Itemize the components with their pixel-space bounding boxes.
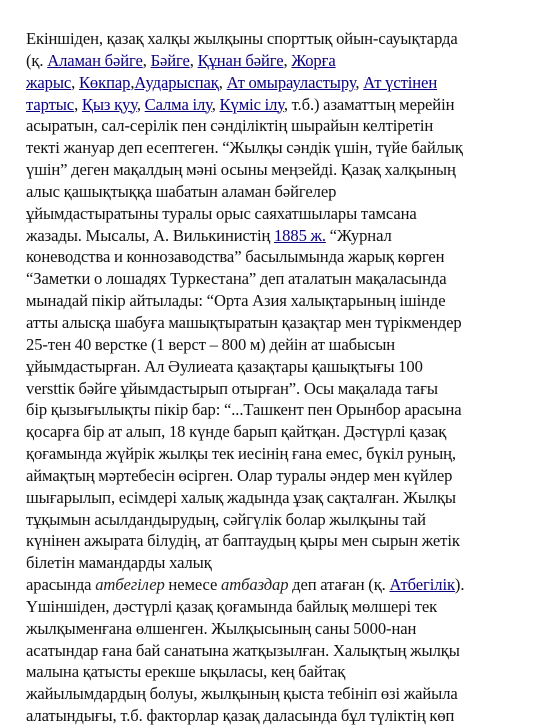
inline-link[interactable]: Құнан бәйге	[197, 50, 284, 70]
text-run: ,	[211, 94, 220, 114]
text-run: versttік бәйге ұйымдастырып отырған”. Осы мақалада тағы	[26, 378, 438, 398]
text-run: шығарылып, есімдері халық жадында ұзақ сақталған. Жылқы	[26, 487, 456, 507]
text-run: мынадай пікір айтылады: “Орта Азия халықтарының ішінде	[26, 291, 446, 311]
text-line	[26, 487, 528, 509]
text-line	[26, 28, 528, 50]
text-run: текті жануар деп есептеген. “Жылқы сәндік үшін, түйе байлық	[26, 138, 463, 158]
text-run: жазады. Мысалы, А. Вилькинистің	[26, 225, 274, 245]
inline-link[interactable]: 1885 ж.	[273, 225, 326, 245]
text-line	[26, 705, 528, 727]
text-run: ,	[71, 72, 79, 92]
text-run: асыратын, сал-серілік пен сәнділіктің шырайын келтіретін	[26, 116, 434, 136]
text-run: қоғамында жүйрік жылқы тек иесінің ғана емес, бүкіл руның,	[26, 444, 456, 464]
text-line	[26, 399, 528, 421]
text-run: малына қатысты ерекше ықыласы, кең байтақ	[26, 662, 346, 682]
text-run: коневодства и коннозаводства” басылымында жарық көрген	[26, 247, 445, 267]
text-run: қосарға бір ат алып, 18 күнде барып қайтқан. Дәстүрлі қазақ	[26, 422, 447, 442]
inline-link[interactable]: Ат үстінен	[363, 72, 438, 92]
text-run: білетін мамандарды халық	[26, 553, 212, 573]
text-run: асатындар ғана бай санатына жатқызылған. Халықтың жылқы	[26, 640, 460, 660]
text-line	[26, 552, 528, 574]
text-run: арасында	[26, 575, 96, 595]
text-run: Екіншіден, қазақ халқы жылқыны спорттық ойын-сауықтарда	[26, 29, 458, 48]
text-run: (қ.	[26, 50, 48, 70]
text-line	[26, 421, 528, 443]
text-run: ұйымдастыратыны туралы орыс саяхатшылары тамсана	[26, 203, 417, 223]
inline-link[interactable]: Аударыспақ	[134, 72, 219, 92]
text-line	[26, 465, 528, 487]
text-line	[26, 509, 528, 531]
text-run: , т.б.) азаматтың мерейін	[283, 94, 455, 114]
inline-link[interactable]: Көкпар	[78, 72, 131, 92]
text-run: бір қызығылықты пікір бар: “...Ташкент пен Орынбор арасына	[26, 400, 462, 420]
text-run: алатындығы, т.б. факторлар қазақ даласында бұл түліктің көп	[26, 706, 455, 726]
text-run: алыс қашықтыққа шабатын аламан бәйгелер	[26, 181, 337, 201]
inline-link[interactable]: Бәйге	[150, 50, 190, 70]
text-run: ,	[136, 94, 145, 114]
text-run: ,	[355, 72, 364, 92]
italic-term: атбегілер	[95, 575, 165, 595]
text-run: ,	[130, 72, 135, 92]
text-run: жылқыменғана өлшенген. Жылқысының саны 5000-нан	[26, 618, 417, 638]
text-run: атты алысқа шабуға машықтыратын қазақтар мен түрікмендер	[26, 312, 462, 332]
text-line	[26, 378, 528, 400]
text-line	[26, 290, 528, 312]
text-run: “Журнал	[325, 225, 392, 245]
text-line	[26, 443, 528, 465]
text-run: аймақтың мәртебесін өсірген. Олар туралы әндер мен күйлер	[26, 465, 453, 485]
text-run: үшін” деген мақалдың мәні осыны меңзейді. Қазақ халқының	[26, 160, 456, 180]
text-run: немесе	[164, 575, 222, 595]
text-run: ,	[283, 50, 292, 70]
text-run: ,	[218, 72, 227, 92]
inline-link[interactable]: Атбегілік	[389, 575, 455, 595]
inline-link[interactable]: Салма ілу	[144, 94, 212, 114]
text-line	[26, 50, 528, 72]
inline-link[interactable]: Күміс ілу	[219, 94, 284, 114]
text-run: деп атаған (қ.	[288, 575, 390, 595]
text-line	[26, 137, 528, 159]
inline-link[interactable]: Аламан бәйге	[47, 50, 143, 70]
text-line	[26, 203, 528, 225]
article-paragraph	[26, 28, 528, 727]
inline-link[interactable]: Қыз қуу	[81, 94, 137, 114]
text-run: жайылымдардың болуы, жылқының қыста тебініп өзі жайыла	[26, 684, 458, 704]
text-run: ,	[142, 50, 151, 70]
text-line	[26, 356, 528, 378]
text-line	[26, 72, 528, 94]
text-line	[26, 596, 528, 618]
italic-term: атбаздар	[221, 575, 289, 595]
text-line	[26, 640, 528, 662]
text-line	[26, 268, 528, 290]
text-line	[26, 661, 528, 683]
inline-link[interactable]: Жорға	[291, 50, 336, 70]
text-run: Үшіншіден, дәстүрлі қазақ қоғамында байлық мөлшері тек	[26, 596, 438, 616]
text-line	[26, 618, 528, 640]
inline-link[interactable]: жарыс	[26, 72, 72, 92]
text-run: күнінен ажырата білудің, ат баптаудың қыры мен сырын жетік	[26, 531, 460, 551]
inline-link[interactable]: Ат омырауластыру	[226, 72, 356, 92]
text-line	[26, 94, 528, 116]
text-run: 25-тен 40 верстке (1 верст – 800 м) дейін ат шабысын	[26, 334, 396, 354]
inline-link[interactable]: тартыс	[26, 94, 75, 114]
text-run: тұқымын асылдандырудың, сәйгүлік болар жылқыны тай	[26, 509, 426, 529]
text-line	[26, 181, 528, 203]
text-line	[26, 246, 528, 268]
text-line	[26, 530, 528, 552]
text-run: ,	[189, 50, 198, 70]
text-line	[26, 334, 528, 356]
text-run: ,	[74, 94, 82, 114]
text-line	[26, 115, 528, 137]
text-run: “Заметки о лошадях Туркестана” деп аталатын мақаласында	[26, 269, 447, 289]
text-line	[26, 312, 528, 334]
text-line	[26, 574, 528, 596]
text-run: ұйымдастырған. Ал Әулиеата қазақтары қашықтығы 100	[26, 356, 423, 376]
text-line	[26, 225, 528, 247]
text-line	[26, 159, 528, 181]
text-run: ).	[454, 575, 465, 595]
text-line	[26, 683, 528, 705]
